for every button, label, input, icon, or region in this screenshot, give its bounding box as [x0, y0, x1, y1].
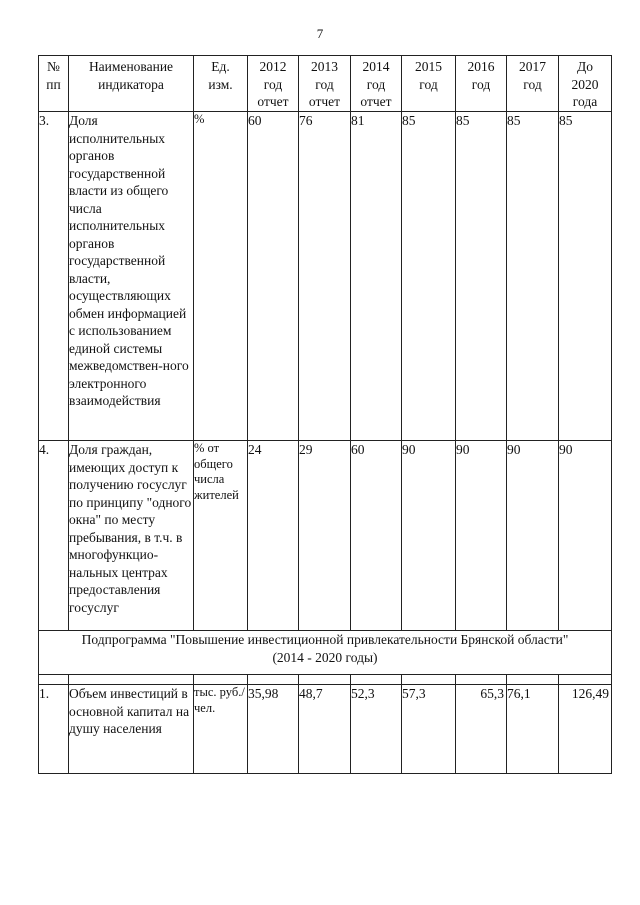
value-2013: 76: [299, 112, 351, 441]
header-unit: [194, 56, 248, 112]
header-year-line: год: [419, 76, 438, 92]
table-header-row: [39, 56, 612, 112]
value-2017: 76,1: [507, 685, 559, 774]
header-year-line: год: [366, 76, 386, 92]
header-year-line: год: [471, 76, 491, 92]
subprogram-row: [39, 631, 612, 675]
value-2017: 85: [507, 112, 559, 441]
table-row: [39, 441, 612, 631]
header-num: [39, 56, 69, 112]
value-2012: 24: [248, 441, 299, 631]
row-number: 1.: [39, 685, 69, 774]
subprogram-title-line: Подпрограмма "Повышение инвестиционной привлекательности Брянской области": [81, 632, 569, 647]
value-2016: 85: [456, 112, 507, 441]
indicator-name: Доля исполнительных органов государственной власти из общего числа исполнительных органов государственной власти, осуществляющих обмен информацией с использованием единой системы межведомствен-ного электронного взаимодействия: [69, 112, 194, 441]
header-year-line: 2012: [259, 59, 287, 74]
page-number: 7: [316, 26, 324, 41]
header-year-line: До: [577, 59, 593, 74]
value-2016: 90: [456, 441, 507, 631]
value-2016: 65,3: [456, 685, 507, 774]
header-unit-line: Ед.: [211, 59, 230, 74]
header-unit-line: изм.: [208, 76, 233, 92]
header-year-2014: [351, 56, 402, 112]
header-num-line: №: [47, 59, 60, 74]
header-name-line: Наименование: [88, 59, 174, 74]
header-year-line: год: [315, 76, 334, 92]
header-year-line: год: [523, 76, 542, 92]
value-2013: 29: [299, 441, 351, 631]
row-number: 3.: [39, 112, 69, 441]
value-2017: 90: [507, 441, 559, 631]
subprogram-title: [39, 631, 612, 675]
header-year-2020: [559, 56, 612, 112]
value-2015: 90: [402, 441, 456, 631]
table-row: [39, 685, 612, 774]
value-2020: 126,49: [559, 685, 612, 774]
indicator-unit: тыс. руб./ чел.: [194, 685, 248, 774]
value-2015: 85: [402, 112, 456, 441]
spacer-cell: [351, 675, 402, 685]
spacer-cell: [402, 675, 456, 685]
header-name-line: индикатора: [98, 76, 164, 92]
header-year-line: год: [263, 76, 283, 92]
spacer-cell: [507, 675, 559, 685]
header-year-line: 2017: [519, 59, 546, 74]
indicator-unit: %: [194, 112, 248, 441]
subprogram-period: (2014 - 2020 годы): [272, 650, 378, 665]
value-2020: 90: [559, 441, 612, 631]
header-num-line: пп: [46, 76, 61, 92]
value-2015: 57,3: [402, 685, 456, 774]
spacer-cell: [248, 675, 299, 685]
spacer-cell: [559, 675, 612, 685]
value-2014: 52,3: [351, 685, 402, 774]
value-2014: 60: [351, 441, 402, 631]
value-2014: 81: [351, 112, 402, 441]
header-year-2013: [299, 56, 351, 112]
header-year-line: отчет: [308, 94, 341, 109]
header-year-line: отчет: [257, 94, 289, 109]
header-year-line: 2020: [571, 76, 599, 92]
value-2012: 60: [248, 112, 299, 441]
header-year-line: отчет: [360, 94, 392, 109]
header-year-2017: [507, 56, 559, 112]
header-year-line: года: [572, 94, 598, 109]
table-row: [39, 112, 612, 441]
value-2020: 85: [559, 112, 612, 441]
spacer-cell: [69, 675, 194, 685]
header-year-2016: [456, 56, 507, 112]
header-year-line: 2015: [415, 59, 442, 74]
row-number: 4.: [39, 441, 69, 631]
value-2013: 48,7: [299, 685, 351, 774]
spacer-row: [39, 675, 612, 685]
spacer-cell: [299, 675, 351, 685]
header-name: [69, 56, 194, 112]
value-2012: 35,98: [248, 685, 299, 774]
indicators-table: [38, 55, 612, 774]
header-year-line: 2014: [362, 59, 390, 74]
indicator-name: Доля граждан, имеющих доступ к получению госуслуг по принципу "одного окна" по месту пребывания, в т.ч. в многофункцио-нальных центрах предоставления госуслуг: [69, 441, 194, 631]
header-year-line: 2013: [311, 59, 338, 74]
header-year-2012: [248, 56, 299, 112]
indicator-name: Объем инвестиций в основной капитал на душу населения: [69, 685, 194, 774]
spacer-cell: [194, 675, 248, 685]
spacer-cell: [456, 675, 507, 685]
indicator-unit: % от общего числа жителей: [194, 441, 248, 631]
header-year-2015: [402, 56, 456, 112]
header-year-line: 2016: [467, 59, 495, 74]
spacer-cell: [39, 675, 69, 685]
